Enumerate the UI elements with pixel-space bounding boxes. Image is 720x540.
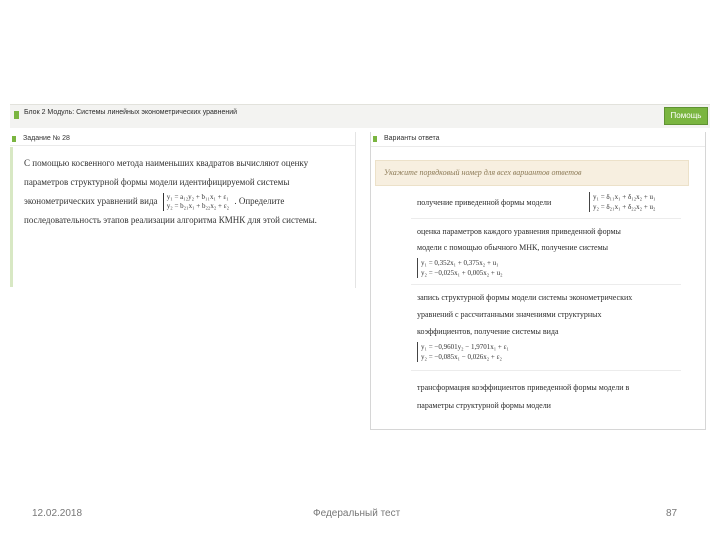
module-title: Блок 2 Модуль: Системы линейных эконометрических уравнений [24,109,238,116]
answers-panel-header [371,132,705,147]
footer-title: Федеральный тест [313,508,401,519]
option-separator [411,370,681,371]
task-equation-system [163,193,229,211]
help-button[interactable]: Помощь [664,107,708,125]
option-3-eq-2: y₂ = −0,085x₁ − 0,026x₂ + ε₂ [421,353,502,361]
task-panel [10,132,356,288]
task-panel-header [10,132,355,146]
option-3-eq-1: y₁ = −0,9601y₂ − 1,9701x₁ + ε₁ [421,343,509,351]
option-4-line-1: трансформация коэффициентов приведенной формы модели в [417,383,630,392]
task-line-3: эконометрических уравнений вида [24,196,158,206]
task-equation-1: y₁ = a₁₂y₂ + b₁₁x₁ + ε₁ [166,192,229,201]
option-2-eq-1: y₁ = 0,352x₁ + 0,375x₂ + u₁ [421,259,499,267]
footer-date: 12.02.2018 [32,508,83,519]
module-header-bar [10,104,710,128]
answers-header-label: Варианты ответа [384,135,440,142]
answers-marker-icon [373,136,377,142]
option-2-line-2: модели с помощью обычного МНК, получение системы [417,243,609,252]
task-accent-strip [10,147,13,287]
task-marker-icon [12,136,16,142]
task-line-4: последовательность этапов реализации алгоритма КМНК для этой системы. [24,215,317,225]
task-number-label: Задание № 28 [23,135,70,142]
option-separator [411,284,681,285]
instruction-box [375,160,689,186]
option-1-eq-2: y₂ = δ₂₁x₁ + δ₂₂x₂ + u₂ [593,203,656,211]
option-3-line-3: коэффициентов, получение системы вида [417,327,559,336]
module-marker-icon [14,111,19,119]
task-line-3-tail: . Определите [234,196,285,206]
task-line-3-wrap [24,192,346,211]
option-2-line-1: оценка параметров каждого уравнения приведенной формы [417,227,621,236]
answers-panel [370,132,706,430]
task-line-1: С помощью косвенного метода наименьших квадратов вычисляют оценку [24,158,309,168]
task-line-2: параметров структурной формы модели идентифицируемой системы [24,177,290,187]
option-3-system [417,342,509,362]
option-1-text: получение приведенной формы модели [417,198,552,207]
instruction-text: Укажите порядковый номер для всех вариантов ответов [384,168,582,177]
option-2-system [417,258,503,278]
footer-page-number: 87 [666,508,678,519]
option-4-line-2: параметры структурной формы модели [417,401,551,410]
option-1-system [589,192,655,212]
option-separator [411,218,681,219]
option-2-eq-2: y₂ = −0,025x₁ + 0,005x₂ + u₂ [421,269,503,277]
task-equation-2: y₂ = b₂₁x₁ + b₂₂x₂ + ε₂ [166,201,230,210]
option-1-eq-1: y₁ = δ₁₁x₁ + δ₁₂x₂ + u₁ [593,193,656,201]
option-3-line-1: запись структурной формы модели системы эконометрических [417,293,633,302]
task-text [24,154,346,230]
option-3-line-2: уравнений с рассчитанными значениями структурных [417,310,602,319]
